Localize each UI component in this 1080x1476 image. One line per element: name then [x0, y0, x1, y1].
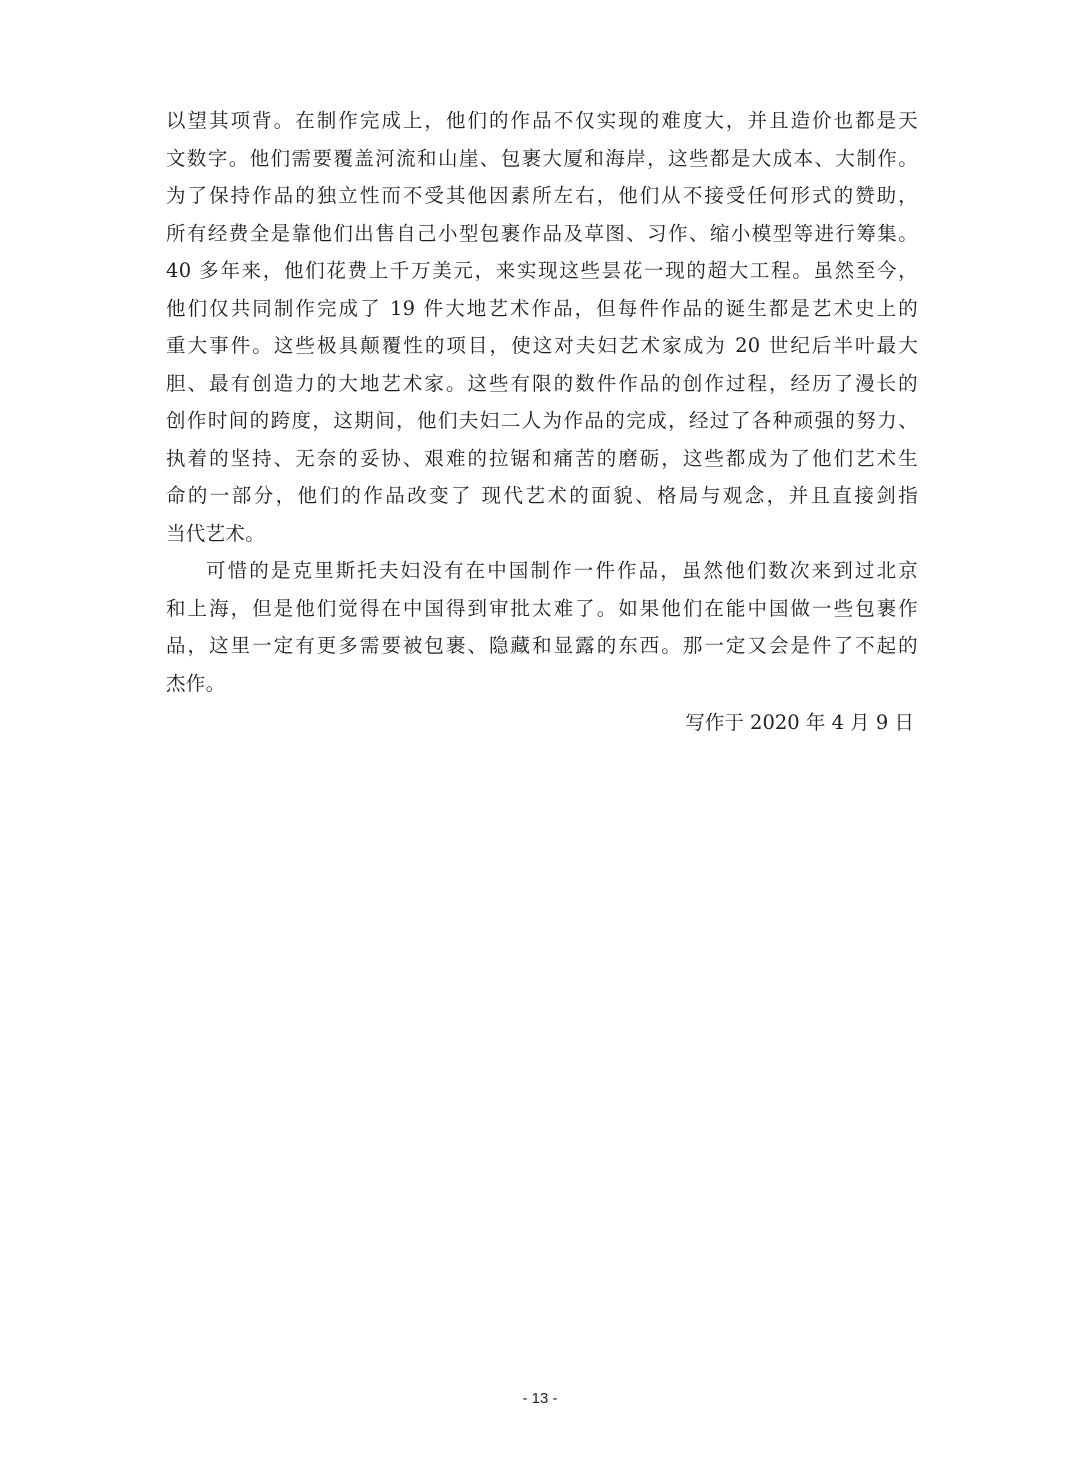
paragraph-line: 他们仅共同制作完成了 19 件大地艺术作品，但每件作品的诞生都是艺术史上的	[166, 296, 918, 320]
paragraph-line: 当代艺术。	[166, 521, 266, 545]
paragraph-line: 重大事件。这些极具颠覆性的项目，使这对夫妇艺术家成为 20 世纪后半叶最大	[166, 334, 918, 357]
paragraph-line: 可惜的是克里斯托夫妇没有在中国制作一件作品，虽然他们数次来到过北京	[206, 559, 918, 582]
paragraph-line: 命的一部分，他们的作品改变了 现代艺术的面貌、格局与观念，并且直接剑指	[166, 484, 918, 507]
paragraph-line: 创作时间的跨度，这期间，他们夫妇二人为作品的完成，经过了各种顽强的努力、	[166, 409, 918, 432]
signature-date: 写作于 2020 年 4 月 9 日	[685, 711, 914, 734]
paragraph-line: 以望其项背。在制作完成上，他们的作品不仅实现的难度大，并且造价也都是天	[166, 109, 918, 132]
paragraph-1	[166, 102, 918, 552]
paragraph-line: 胆、最有创造力的大地艺术家。这些有限的数件作品的创作过程，经历了漫长的	[166, 371, 918, 395]
paragraph-line: 品，这里一定有更多需要被包裹、隐藏和显露的东西。那一定又会是件了不起的	[166, 634, 918, 657]
paragraph-line: 和上海，但是他们觉得在中国得到审批太难了。如果他们在能中国做一些包裹作	[166, 596, 918, 620]
paragraph-line: 杰作。	[166, 671, 226, 695]
paragraph-line: 所有经费全是靠他们出售自己小型包裹作品及草图、习作、缩小模型等进行筹集。	[166, 221, 918, 245]
page-number: - 13 -	[522, 1390, 558, 1407]
paragraph-2	[166, 552, 918, 702]
paragraph-line: 为了保持作品的独立性而不受其他因素所左右，他们从不接受任何形式的赞助，	[166, 184, 918, 207]
paragraph-line: 40 多年来，他们花费上千万美元，来实现这些昙花一现的超大工程。虽然至今，	[166, 259, 918, 282]
body-text	[166, 102, 918, 702]
paragraph-line: 执着的坚持、无奈的妥协、艰难的拉锯和痛苦的磨砺，这些都成为了他们艺术生	[166, 446, 918, 470]
paragraph-line: 文数字。他们需要覆盖河流和山崖、包裹大厦和海岸，这些都是大成本、大制作。	[166, 146, 918, 170]
